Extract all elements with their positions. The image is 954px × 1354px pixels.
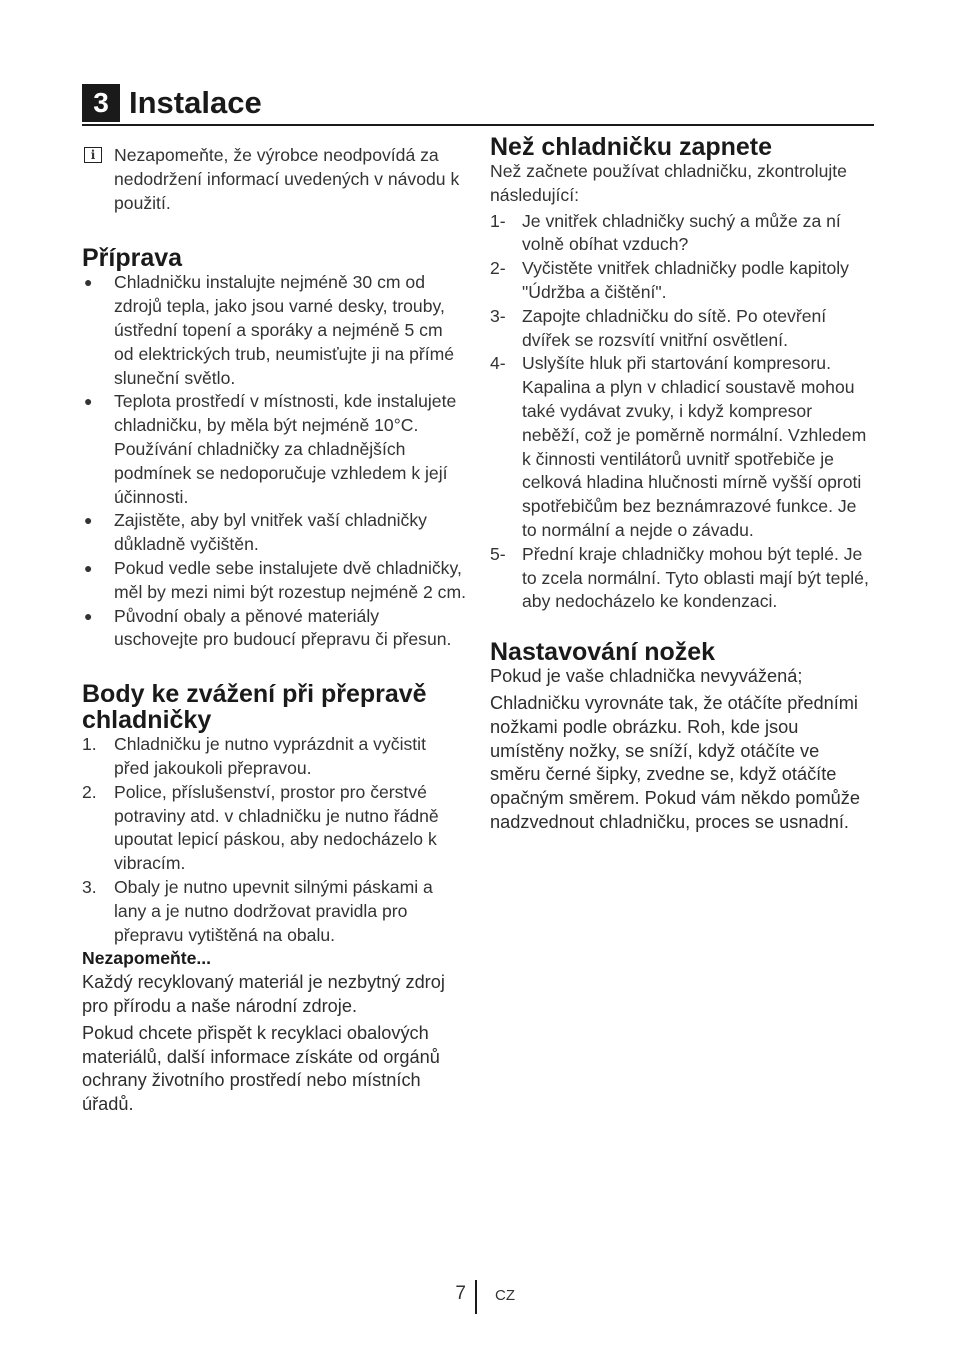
list-item-text: Je vnitřek chladničky suchý a může za ní volně obíhat vzduch? — [522, 210, 841, 255]
list-item-text: Police, příslušenství, prostor pro čerstvé potraviny atd. v chladničku je nutno řádně upoutat lepicí páskou, aby nedocházelo k vibracím. — [114, 781, 439, 874]
preprava-heading: Body ke zvážení při přepravě chladničky — [82, 680, 427, 735]
list-item — [82, 509, 466, 557]
list-item-text: Původní obaly a pěnové materiály uschovejte pro budoucí přepravu či přesun. — [114, 605, 452, 650]
list-item — [490, 257, 874, 305]
list-item — [82, 557, 466, 605]
priprava-heading: Příprava — [82, 244, 183, 273]
priprava-list — [82, 271, 466, 652]
info-note-text: Nezapomeňte, že výrobce neodpovídá za nedodržení informací uvedených v návodu k použití. — [114, 145, 460, 213]
nez-zapnete-heading: Než chladničku zapnete — [490, 133, 773, 161]
list-item-text: Obaly je nutno upevnit silnými páskami a lany a je nutno dodržovat pravidla pro přepravu vytištěná na obalu. — [114, 876, 433, 945]
right-column — [490, 133, 874, 835]
bullet-icon: ● — [84, 274, 93, 291]
list-number: 3- — [490, 305, 506, 326]
list-item-text: Teplota prostředí v místnosti, kde instalujete chladničku, by měla být nejméně 10°C. Používání chladničky za chladnějších podmínek se nedoporučuje vzhledem k její účinnosti. — [114, 391, 457, 507]
left-column — [82, 140, 466, 1117]
chapter-number: 3 — [82, 84, 120, 122]
language-code: CZ — [495, 1287, 515, 1304]
nastavovani-nozek-heading: Nastavování nožek — [490, 638, 716, 667]
list-number: 1- — [490, 210, 506, 231]
list-item — [82, 733, 466, 781]
bullet-icon: ● — [84, 607, 93, 624]
list-number: 3. — [82, 876, 97, 897]
list-item — [82, 781, 466, 876]
list-number: 2. — [82, 781, 97, 802]
list-item — [490, 305, 874, 353]
chapter-header — [82, 84, 874, 126]
footer-divider — [475, 1280, 477, 1314]
list-number: 5- — [490, 543, 506, 564]
list-item-text: Zajistěte, aby byl vnitřek vaší chladničky důkladně vyčištěn. — [114, 510, 427, 555]
info-icon: i — [84, 147, 102, 163]
preprava-list — [82, 733, 466, 947]
list-item-text: Chladničku je nutno vyprázdnit a vyčistit před jakoukoli přepravou. — [114, 734, 426, 778]
bullet-icon: ● — [84, 559, 93, 576]
list-item-text: Chladničku instalujte nejméně 30 cm od zdrojů tepla, jako jsou varné desky, trouby, ústřední topení a sporáky a nejméně 5 cm od elektrických trub, neumisťujte ji na přímé sluneční světlo. — [114, 272, 455, 388]
list-item — [82, 605, 466, 653]
list-item — [490, 352, 874, 542]
list-item-text: Pokud vedle sebe instalujete dvě chladničky, měl by mezi nimi být rozestup nejméně 2 cm. — [114, 557, 467, 602]
list-item — [82, 876, 466, 947]
chapter-title: Instalace — [129, 85, 262, 120]
info-note — [82, 144, 466, 215]
note-title: Nezapomeňte... — [82, 948, 212, 969]
page-footer — [0, 1280, 954, 1316]
bullet-icon: ● — [84, 512, 93, 529]
list-item — [82, 271, 466, 390]
list-item — [490, 543, 874, 614]
recycling-paragraph-2: Pokud chcete přispět k recyklaci obalových materiálů, další informace získáte od orgánů ochrany životního prostředí nebo místních úřadů. — [82, 1022, 440, 1115]
list-item-text: Uslyšíte hluk při startování kompresoru. Kapalina a plyn v chladicí soustavě mohou také vydávat zvuky, i když kompresor neběží, což je poměrně normální. Vzhledem k činnosti ventilátorů uvnitř spotřebiče je celková hladina hlučnosti mírně vyšší oproti spotřebičům bez beznámrazové funkce. Je to normální a nejde o závadu. — [522, 353, 867, 540]
list-item — [490, 210, 874, 258]
list-number: 2- — [490, 258, 506, 279]
nozky-paragraph-2: Chladničku vyrovnáte tak, že otáčíte předními nožkami podle obrázku. Roh, kde jsou umístěny nožky, se sníží, když otáčíte ve směru černé šipky, zvedne se, když otáčíte opačným směrem. Pokud vám někdo pomůže nadzvednout chladničku, proces se usnadní. — [490, 692, 860, 832]
page-number: 7 — [455, 1283, 466, 1304]
list-item-text: Přední kraje chladničky mohou být teplé. Je to zcela normální. Tyto oblasti mají být teplé, aby nedocházelo ke kondenzaci. — [522, 543, 869, 612]
nez-zapnete-list — [490, 210, 874, 615]
recycling-paragraph-1: Každý recyklovaný materiál je nezbytný zdroj pro přírodu a naše národní zdroje. — [82, 972, 445, 1016]
list-item — [82, 390, 466, 509]
bullet-icon: ● — [84, 393, 93, 410]
list-item-text: Zapojte chladničku do sítě. Po otevření dvířek se rozsvítí vnitřní osvětlení. — [522, 305, 827, 350]
list-number: 1. — [82, 734, 97, 755]
nez-zapnete-intro: Než začnete používat chladničku, zkontrolujte následující: — [490, 161, 847, 205]
nozky-paragraph-1: Pokud je vaše chladnička nevyvážená; — [490, 666, 803, 687]
list-item-text: Vyčistěte vnitřek chladničky podle kapitoly "Údržba a čištění". — [522, 258, 849, 302]
list-number: 4- — [490, 353, 506, 374]
